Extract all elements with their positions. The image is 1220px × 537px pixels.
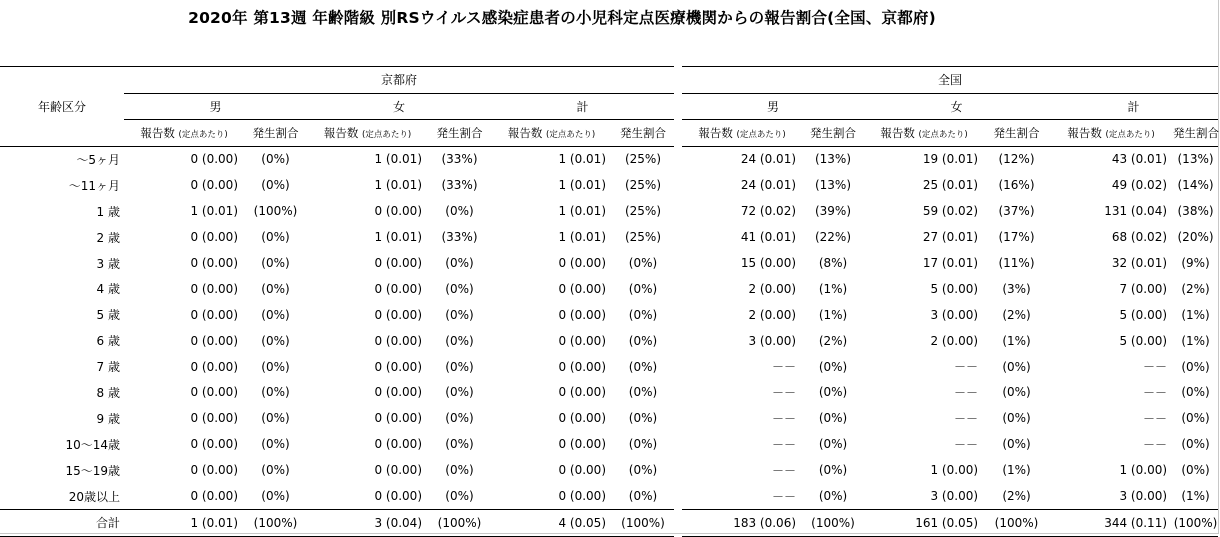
count-cell: 0 (0.00) — [190, 230, 238, 245]
ratio-cell: (1%) — [818, 307, 848, 322]
sub-header-count: 報告数 — [507, 125, 543, 140]
ratio-cell: (0%) — [628, 385, 658, 400]
region-header-kyoto: 京都府 — [124, 67, 674, 94]
sub-header-count-per — [491, 120, 612, 147]
count-cell: 1 (0.01) — [558, 178, 606, 193]
ratio-cell: (39%) — [814, 204, 852, 219]
sub-header-ratio: 発生割合 — [612, 120, 674, 147]
count-cell: 0 (0.00) — [558, 333, 606, 348]
ratio-cell: (0%) — [261, 178, 290, 193]
age-cell: 合計 — [0, 509, 124, 536]
count-cell: 0 (0.00) — [190, 333, 238, 348]
sub-header-count-per — [307, 120, 428, 147]
count-cell: 59 (0.02) — [922, 204, 979, 219]
table-row — [0, 198, 1218, 224]
count-cell: 1 (0.01) — [558, 230, 606, 245]
count-cell: 1 (0.01) — [558, 204, 606, 219]
region-gap — [674, 172, 682, 198]
ratio-cell: (100%) — [428, 509, 491, 536]
ratio-cell: (17%) — [998, 230, 1035, 245]
ratio-cell: (0%) — [261, 152, 290, 167]
count-cell: 0 (0.00) — [558, 385, 606, 400]
count-cell: 0 (0.00) — [190, 152, 238, 167]
ratio-cell: (0%) — [261, 307, 290, 322]
sub-header-per: (定点あたり) — [736, 129, 786, 140]
count-cell: 0 (0.00) — [558, 281, 606, 296]
ratio-cell: (0%) — [261, 385, 290, 400]
ratio-cell: (0%) — [445, 463, 474, 478]
count-cell: 27 (0.01) — [922, 230, 979, 245]
region-gap — [674, 354, 682, 380]
count-cell: 0 (0.00) — [558, 437, 606, 452]
ratio-cell: (0%) — [445, 256, 474, 270]
count-cell: 0 (0.00) — [190, 281, 238, 296]
table-row — [0, 224, 1218, 250]
region-gap — [674, 198, 682, 224]
region-gap — [674, 405, 682, 431]
ratio-cell: (25%) — [624, 152, 662, 167]
ratio-cell: (0%) — [628, 359, 658, 374]
age-cell: 8 歳 — [96, 385, 120, 400]
count-cell: 0 (0.00) — [374, 489, 422, 504]
sub-header-per: (定点あたり) — [918, 129, 968, 140]
sub-header-ratio: 発生割合 — [1173, 120, 1218, 147]
count-cell: 3 (0.04) — [307, 509, 428, 536]
count-cell: 2 (0.00) — [748, 281, 797, 296]
sub-header-per: (定点あたり) — [178, 129, 228, 140]
ratio-cell: (0%) — [1181, 385, 1210, 400]
count-cell: 0 (0.00) — [374, 359, 422, 374]
sex-header-national-female: 女 — [864, 93, 1049, 120]
ratio-cell: (0%) — [818, 463, 848, 478]
ratio-cell: (1%) — [1002, 333, 1031, 348]
ratio-cell: (0%) — [1002, 385, 1031, 400]
count-cell: 0 (0.00) — [190, 307, 238, 322]
count-cell: 161 (0.05) — [864, 509, 984, 536]
total-row — [0, 509, 1218, 536]
count-cell: 1 (0.01) — [558, 152, 606, 167]
count-cell: 24 (0.01) — [740, 178, 797, 193]
ratio-cell: (0%) — [445, 489, 474, 504]
ratio-cell: (13%) — [1177, 152, 1214, 167]
ratio-cell: (0%) — [628, 307, 658, 322]
age-cell: 2 歳 — [96, 230, 120, 245]
age-header: 年齢区分 — [0, 67, 124, 147]
ratio-cell: (0%) — [1181, 411, 1210, 426]
ratio-cell: (0%) — [445, 307, 474, 322]
region-gap — [674, 250, 682, 276]
count-cell: 3 (0.00) — [748, 333, 797, 348]
sub-header-per: (定点あたり) — [362, 129, 412, 140]
count-cell: 1 (0.01) — [124, 509, 244, 536]
ratio-cell: (0%) — [261, 411, 290, 426]
age-cell: ～11ヶ月 — [68, 178, 120, 193]
count-cell: 0 (0.00) — [558, 463, 606, 478]
ratio-cell: (9%) — [1181, 256, 1210, 270]
sub-header-count-per — [864, 120, 984, 147]
count-cell: 0 (0.00) — [190, 256, 238, 270]
ratio-cell: (0%) — [261, 256, 290, 270]
ratio-cell: (0%) — [261, 463, 290, 478]
count-cell: －－ — [954, 437, 979, 452]
ratio-cell: (13%) — [814, 178, 852, 193]
region-gap — [674, 431, 682, 457]
count-cell: 3 (0.00) — [1119, 489, 1168, 504]
ratio-cell: (0%) — [818, 385, 848, 400]
ratio-cell: (0%) — [445, 411, 474, 426]
ratio-cell: (0%) — [261, 333, 290, 348]
count-cell: 0 (0.00) — [190, 489, 238, 504]
count-cell: 4 (0.05) — [491, 509, 612, 536]
count-cell: 32 (0.01) — [1111, 256, 1168, 270]
ratio-cell: (0%) — [818, 359, 848, 374]
sub-header-count-per — [1049, 120, 1173, 147]
count-cell: 41 (0.01) — [740, 230, 797, 245]
ratio-cell: (0%) — [445, 385, 474, 400]
count-cell: 1 (0.01) — [190, 204, 238, 219]
ratio-cell: (0%) — [818, 437, 848, 452]
ratio-cell: (0%) — [445, 204, 474, 219]
count-cell: 0 (0.00) — [190, 463, 238, 478]
sub-header-ratio: 発生割合 — [428, 120, 491, 147]
ratio-cell: (22%) — [814, 230, 852, 245]
count-cell: 0 (0.00) — [374, 411, 422, 426]
count-cell: 25 (0.01) — [922, 178, 979, 193]
ratio-cell: (2%) — [1002, 489, 1031, 504]
count-cell: －－ — [1143, 360, 1168, 375]
count-cell: 43 (0.01) — [1111, 152, 1168, 167]
ratio-cell: (0%) — [628, 463, 658, 478]
count-cell: 0 (0.00) — [374, 281, 422, 296]
count-cell: 2 (0.00) — [748, 307, 797, 322]
ratio-cell: (1%) — [1181, 489, 1210, 504]
sub-header-count-per — [682, 120, 802, 147]
ratio-cell: (11%) — [998, 256, 1035, 270]
ratio-cell: (0%) — [445, 281, 474, 296]
count-cell: 5 (0.00) — [930, 281, 979, 296]
table-row — [0, 250, 1218, 276]
ratio-cell: (8%) — [818, 256, 848, 270]
ratio-cell: (1%) — [818, 281, 848, 296]
age-cell: 10～14歳 — [65, 437, 120, 452]
count-cell: －－ — [772, 360, 797, 375]
region-header-national: 全国 — [682, 67, 1218, 94]
count-cell: －－ — [954, 385, 979, 400]
ratio-cell: (38%) — [1177, 204, 1214, 219]
count-cell: －－ — [772, 489, 797, 504]
sub-header-count: 報告数 — [698, 125, 733, 140]
ratio-cell: (1%) — [1181, 307, 1210, 322]
ratio-cell: (37%) — [998, 204, 1035, 219]
ratio-cell: (2%) — [1002, 307, 1031, 322]
ratio-cell: (3%) — [1002, 281, 1031, 296]
count-cell: －－ — [772, 385, 797, 400]
ratio-cell: (0%) — [1002, 359, 1031, 374]
ratio-cell: (13%) — [814, 152, 852, 167]
ratio-cell: (12%) — [998, 152, 1035, 167]
sub-header-ratio: 発生割合 — [802, 120, 864, 147]
count-cell: －－ — [954, 411, 979, 426]
count-cell: 3 (0.00) — [930, 489, 979, 504]
table-row — [0, 302, 1218, 328]
count-cell: 0 (0.00) — [374, 437, 422, 452]
count-cell: 17 (0.01) — [922, 256, 979, 270]
ratio-cell: (33%) — [441, 178, 478, 193]
count-cell: 49 (0.02) — [1111, 178, 1168, 193]
ratio-cell: (0%) — [261, 281, 290, 296]
sub-header-count: 報告数 — [140, 125, 175, 140]
count-cell: 0 (0.00) — [374, 333, 422, 348]
count-cell: 0 (0.00) — [558, 256, 606, 270]
ratio-cell: (25%) — [624, 178, 662, 193]
count-cell: 0 (0.00) — [190, 178, 238, 193]
age-cell: 3 歳 — [96, 256, 120, 271]
age-cell: 20歳以上 — [68, 489, 120, 504]
count-cell: 0 (0.00) — [374, 307, 422, 322]
ratio-cell: (20%) — [1177, 230, 1214, 245]
ratio-cell: (100%) — [612, 509, 674, 536]
table-row — [0, 405, 1218, 431]
count-cell: 15 (0.00) — [740, 256, 797, 270]
age-cell: 6 歳 — [96, 334, 120, 349]
ratio-cell: (25%) — [624, 204, 662, 219]
region-gap — [674, 224, 682, 250]
age-cell: 4 歳 — [96, 282, 120, 297]
ratio-cell: (100%) — [1173, 509, 1218, 536]
count-cell: 0 (0.00) — [558, 307, 606, 322]
count-cell: 1 (0.00) — [930, 463, 979, 478]
count-cell: 183 (0.06) — [682, 509, 802, 536]
ratio-cell: (33%) — [441, 152, 478, 167]
count-cell: －－ — [1143, 437, 1168, 452]
ratio-cell: (2%) — [1181, 281, 1210, 296]
ratio-cell: (0%) — [445, 359, 474, 374]
count-cell: 7 (0.00) — [1119, 281, 1168, 296]
ratio-cell: (0%) — [628, 256, 658, 270]
sex-header-national-total: 計 — [1049, 93, 1218, 120]
age-cell: 9 歳 — [96, 411, 120, 426]
count-cell: 72 (0.02) — [740, 204, 797, 219]
sex-header-kyoto-female: 女 — [307, 93, 491, 120]
ratio-cell: (0%) — [628, 437, 658, 452]
region-gap — [674, 380, 682, 406]
count-cell: －－ — [1143, 411, 1168, 426]
ratio-cell: (0%) — [445, 333, 474, 348]
rs-virus-report-table — [0, 66, 1218, 537]
count-cell: 19 (0.01) — [922, 152, 979, 167]
ratio-cell: (16%) — [998, 178, 1035, 193]
ratio-cell: (100%) — [253, 204, 298, 219]
region-gap — [674, 483, 682, 509]
header-row-sub — [0, 120, 1218, 147]
count-cell: 0 (0.00) — [374, 463, 422, 478]
count-cell: 0 (0.00) — [374, 204, 422, 219]
ratio-cell: (0%) — [1002, 411, 1031, 426]
sub-header-count: 報告数 — [323, 125, 359, 140]
count-cell: 1 (0.00) — [1119, 463, 1168, 478]
ratio-cell: (0%) — [261, 230, 290, 245]
count-cell: 0 (0.00) — [558, 489, 606, 504]
ratio-cell: (1%) — [1002, 463, 1031, 478]
count-cell: 0 (0.00) — [558, 359, 606, 374]
age-cell: 15～19歳 — [65, 463, 120, 478]
age-cell: 7 歳 — [96, 360, 120, 375]
ratio-cell: (33%) — [441, 230, 478, 245]
region-gap — [674, 146, 682, 172]
region-gap — [674, 67, 682, 147]
count-cell: －－ — [772, 437, 797, 452]
count-cell: －－ — [772, 411, 797, 426]
region-gap — [674, 276, 682, 302]
age-cell: 1 歳 — [96, 204, 120, 219]
count-cell: －－ — [1143, 385, 1168, 400]
ratio-cell: (2%) — [818, 333, 848, 348]
count-cell: 0 (0.00) — [558, 411, 606, 426]
sub-header-count-per — [124, 120, 244, 147]
age-cell: 5 歳 — [96, 308, 120, 323]
table-row — [0, 380, 1218, 406]
region-gap — [674, 302, 682, 328]
table-body — [0, 146, 1218, 536]
table-row — [0, 276, 1218, 302]
age-cell: ～5ヶ月 — [76, 152, 120, 167]
count-cell: 0 (0.00) — [190, 411, 238, 426]
count-cell: 5 (0.00) — [1119, 333, 1168, 348]
count-cell: 68 (0.02) — [1111, 230, 1168, 245]
ratio-cell: (0%) — [445, 437, 474, 452]
table-row — [0, 483, 1218, 509]
ratio-cell: (0%) — [818, 411, 848, 426]
count-cell: 344 (0.11) — [1049, 509, 1173, 536]
sex-header-national-male: 男 — [682, 93, 864, 120]
count-cell: 1 (0.01) — [374, 152, 422, 167]
ratio-cell: (0%) — [1181, 359, 1210, 374]
table-row — [0, 431, 1218, 457]
sub-header-per: (定点あたり) — [546, 129, 596, 140]
ratio-cell: (0%) — [1002, 437, 1031, 452]
ratio-cell: (0%) — [818, 489, 848, 504]
region-gap — [674, 328, 682, 354]
region-gap — [674, 509, 682, 536]
count-cell: 2 (0.00) — [930, 333, 979, 348]
count-cell: 0 (0.00) — [190, 437, 238, 452]
ratio-cell: (100%) — [984, 509, 1049, 536]
ratio-cell: (100%) — [244, 509, 307, 536]
ratio-cell: (0%) — [628, 333, 658, 348]
table-row — [0, 354, 1218, 380]
count-cell: 1 (0.01) — [374, 178, 422, 193]
table-row — [0, 172, 1218, 198]
region-gap — [674, 457, 682, 483]
ratio-cell: (0%) — [628, 281, 658, 296]
count-cell: 0 (0.00) — [190, 359, 238, 374]
count-cell: 1 (0.01) — [374, 230, 422, 245]
count-cell: －－ — [772, 463, 797, 478]
count-cell: 0 (0.00) — [374, 385, 422, 400]
table-row — [0, 457, 1218, 483]
count-cell: 0 (0.00) — [190, 385, 238, 400]
ratio-cell: (0%) — [1181, 463, 1210, 478]
count-cell: －－ — [954, 360, 979, 375]
count-cell: 131 (0.04) — [1104, 204, 1168, 219]
header-row-sex — [0, 93, 1218, 120]
ratio-cell: (1%) — [1181, 333, 1210, 348]
sub-header-count: 報告数 — [1067, 125, 1102, 140]
ratio-cell: (0%) — [1181, 437, 1210, 452]
count-cell: 5 (0.00) — [1119, 307, 1168, 322]
count-cell: 24 (0.01) — [740, 152, 797, 167]
ratio-cell: (0%) — [628, 489, 658, 504]
ratio-cell: (25%) — [624, 230, 662, 245]
ratio-cell: (14%) — [1177, 178, 1214, 193]
table-row — [0, 146, 1218, 172]
sub-header-ratio: 発生割合 — [984, 120, 1049, 147]
count-cell: 0 (0.00) — [374, 256, 422, 270]
ratio-cell: (0%) — [261, 489, 290, 504]
sub-header-per: (定点あたり) — [1105, 129, 1155, 140]
count-cell: 3 (0.00) — [930, 307, 979, 322]
sex-header-kyoto-total: 計 — [491, 93, 674, 120]
ratio-cell: (0%) — [628, 411, 658, 426]
sex-header-kyoto-male: 男 — [124, 93, 307, 120]
table-row — [0, 328, 1218, 354]
sub-header-ratio: 発生割合 — [244, 120, 307, 147]
ratio-cell: (0%) — [261, 359, 290, 374]
ratio-cell: (0%) — [261, 437, 290, 452]
sub-header-count: 報告数 — [880, 125, 915, 140]
header-row-region — [0, 67, 1218, 94]
ratio-cell: (100%) — [802, 509, 864, 536]
page-title: 2020年 第13週 年齢階級 別RSウイルス感染症患者の小児科定点医療機関からの報告割合(全国、京都府) — [188, 9, 936, 27]
